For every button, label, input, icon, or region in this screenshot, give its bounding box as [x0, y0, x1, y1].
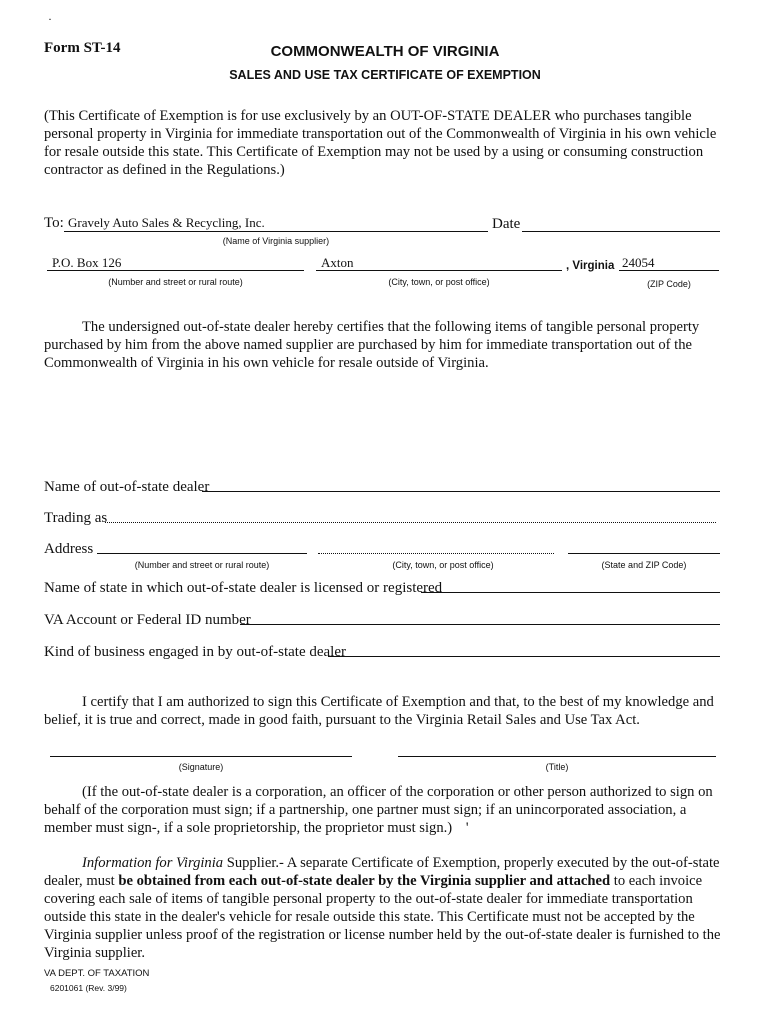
state-licensed-line[interactable] [421, 592, 720, 593]
footer-code: 6201061 (Rev. 3/99) [50, 983, 127, 993]
title-line[interactable] [398, 756, 716, 757]
supplier-street-value: P.O. Box 126 [52, 255, 122, 270]
supplier-city-value: Axton [321, 255, 354, 270]
dealer-city-line[interactable] [318, 553, 554, 554]
signature-caption: (Signature) [178, 762, 224, 772]
address-label: Address [44, 541, 94, 557]
business-label: Kind of business engaged in by out-of-state dealer [44, 644, 346, 660]
signer-note-mark: ' [465, 820, 469, 836]
account-line[interactable] [240, 624, 720, 625]
supplier-name-value: Gravely Auto Sales & Recycling, Inc. [68, 215, 265, 230]
dealer-statezip-caption: (State and ZIP Code) [601, 560, 687, 570]
account-label: VA Account or Federal ID number [44, 612, 251, 628]
info-paragraph [44, 854, 734, 962]
footer-dept: VA DEPT. OF TAXATION [44, 968, 150, 979]
trading-as-line[interactable] [105, 522, 716, 523]
supplier-name-caption: (Name of Virginia supplier) [222, 236, 330, 246]
dealer-street-line[interactable] [97, 553, 307, 554]
certify-paragraph: The undersigned out-of-state dealer hereby certifies that the following items of tangible personal property purchased by him from the above named supplier are purchased by him for immediate transportation out of the Commonwealth of Virginia in his own vehicle for resale outside of Virginia. [44, 319, 700, 371]
dealer-name-line[interactable] [202, 491, 720, 492]
trading-as-label: Trading as [44, 510, 108, 526]
title-caption: (Title) [545, 762, 569, 772]
business-line[interactable] [328, 656, 720, 657]
intro-paragraph: (This Certificate of Exemption is for use exclusively by an OUT-OF-STATE DEALER who purchases tangible personal property in Virginia for immediate transportation out of the Commonwealth of Virginia in his own vehicle for resale outside this state. This Certificate of Exemption may not be used by a using or consuming construction contractor as defined in the Regulations.) [44, 108, 717, 178]
dealer-street-caption: (Number and street or rural route) [134, 560, 270, 570]
state-licensed-label: Name of state in which out-of-state dealer is licensed or registered [44, 580, 443, 596]
to-label: To: [44, 215, 64, 231]
supplier-street-caption: (Number and street or rural route) [108, 277, 243, 287]
dealer-city-caption: (City, town, or post office) [392, 560, 494, 570]
date-label: Date [492, 216, 521, 232]
page-title: COMMONWEALTH OF VIRGINIA [270, 43, 500, 60]
virginia-label: , Virginia [566, 260, 615, 272]
dealer-name-label: Name of out-of-state dealer [44, 479, 210, 495]
supplier-city-caption: (City, town, or post office) [388, 277, 490, 287]
info-bold: be obtained from each out-of-state dealer by the Virginia supplier and attached [118, 873, 611, 889]
signer-note [44, 783, 734, 837]
info-part2: to each invoice covering each sale of items of tangible personal property to the out-of-state dealer for immediate transportation outside this state in the dealer's vehicle for resale outside this state. This Certificate must not be accepted by the Virginia supplier unless proof of the registration or license number held by the out-of-state dealer is furnished to the Virginia supplier. [44, 873, 721, 961]
info-part1: Supplier.- A separate Certificate of Exemption, properly executed by the out-of-state dealer, must [44, 855, 720, 889]
supplier-zip-caption: (ZIP Code) [647, 279, 691, 289]
page-mark: · [48, 12, 52, 26]
page-subtitle: SALES AND USE TAX CERTIFICATE OF EXEMPTION [229, 68, 541, 82]
supplier-name-line[interactable] [64, 231, 488, 232]
dealer-statezip-line[interactable] [568, 553, 720, 554]
date-line[interactable] [522, 231, 720, 232]
form-id: Form ST-14 [44, 40, 121, 56]
signature-line[interactable] [50, 756, 352, 757]
authorization-paragraph: I certify that I am authorized to sign this Certificate of Exemption and that, to the best of my knowledge and belief, it is true and correct, made in good faith, pursuant to the Virginia Retail Sales and Use Tax Act. [44, 694, 714, 728]
info-lead: Information for Virginia [82, 855, 224, 871]
supplier-zip-value: 24054 [622, 255, 655, 270]
signer-note-text: (If the out-of-state dealer is a corporation, an officer of the corporation or other person authorized to sign on behalf of the corporation must sign; if a partnership, one partner must sign; if an unincorporated association, a member must sign-, if a sole proprietorship, the proprietor must sign.) [44, 784, 713, 836]
